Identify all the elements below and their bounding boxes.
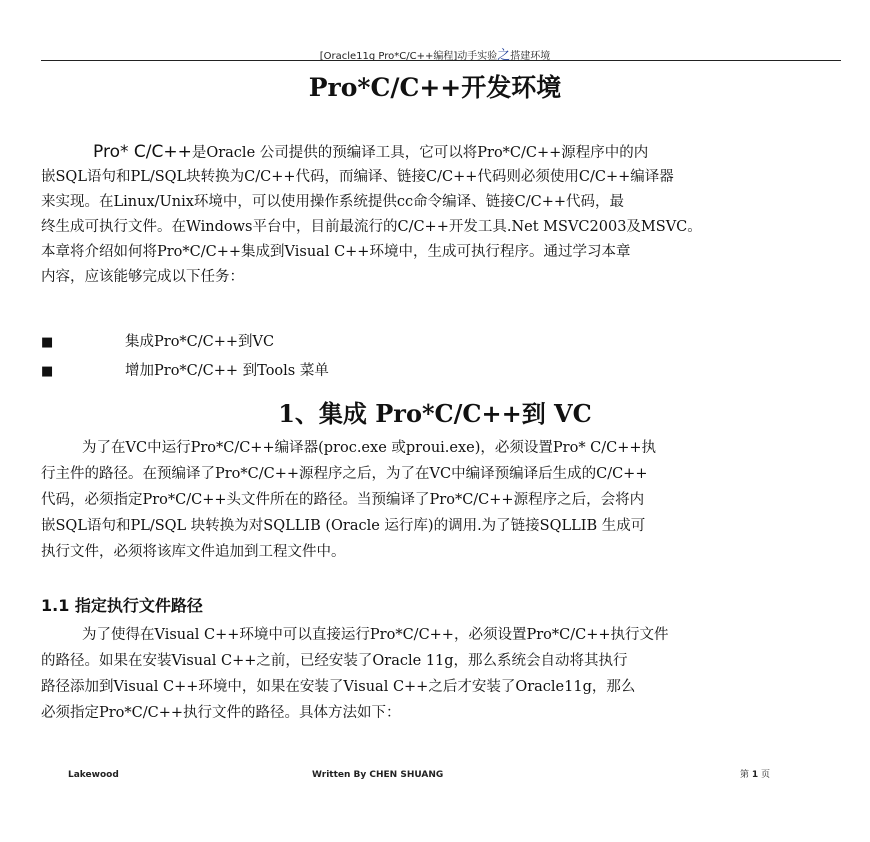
bullet-text: 集成Pro*C/C++到VC [125, 334, 275, 350]
header-text-post: 搭建环境 [510, 51, 551, 62]
intro-line [41, 140, 841, 165]
header-text-pre: [Oracle11g Pro*C/C++编程]动手实验 [319, 51, 498, 62]
bullet-text: 增加Pro*C/C++ 到Tools 菜单 [125, 363, 329, 379]
intro-line-text: 是Oracle 公司提供的预编译工具，它可以将Pro*C/C++源程序中的内 [191, 145, 649, 161]
section1-line-text: 为了在VC中运行Pro*C/C++编译器(proc.exe 或proui.exe)，必须设置Pro* C/C++执 [82, 440, 657, 456]
section1-line: 行主件的路径。在预编译了Pro*C/C++源程序之后，为了在VC中编译预编译后生成的C/C++ [41, 466, 648, 482]
section1-line: 代码，必须指定Pro*C/C++头文件所在的路径。当预编译了Pro*C/C++源程序之后，会将内 [41, 492, 645, 508]
subsection-line-text: 为了使得在Visual C++环境中可以直接运行Pro*C/C++，必须设置Pro*C/C++执行文件 [82, 627, 669, 643]
intro-lead: Pro* C/C++ [93, 142, 192, 162]
intro-line: 终生成可执行文件。在Windows平台中，目前最流行的C/C++开发工具.Net MSVC2003及MSVC。 [41, 219, 702, 235]
subsection-paragraph [41, 622, 841, 726]
intro-line: 内容，应该能够完成以下任务： [41, 269, 244, 285]
subsection-line: 的路径。如果在安装Visual C++之前，已经安装了Oracle 11g，那么系统会自动将其执行 [41, 653, 628, 669]
subsection-line [41, 622, 841, 648]
intro-line: 来实现。在Linux/Unix环境中，可以使用操作系统提供cc命令编译、链接C/C++代码，最 [41, 194, 624, 210]
bullet-item [41, 330, 841, 354]
section1-line [41, 435, 841, 461]
page-label-pre: 第 [740, 770, 750, 780]
subsection-line: 必须指定Pro*C/C++执行文件的路径。具体方法如下： [41, 705, 401, 721]
subsection-heading: 1.1 指定执行文件路径 [41, 596, 203, 615]
section-heading: 1、集成 Pro*C/C++到 VC [278, 399, 592, 428]
intro-line: 嵌SQL语句和PL/SQL块转换为C/C++代码，而编译、链接C/C++代码则必须使用C/C++编译器 [41, 169, 674, 185]
bullet-item [41, 359, 841, 383]
intro-line: 本章将介绍如何将Pro*C/C++集成到Visual C++环境中，生成可执行程序。通过学习本章 [41, 244, 631, 260]
page-label-post: 页 [761, 770, 771, 780]
section1-line: 执行文件，必须将该库文件追加到工程文件中。 [41, 544, 346, 560]
bullet-square-icon: ■ [41, 364, 54, 379]
document-title: Pro*C/C++开发环境 [308, 73, 562, 102]
section1-paragraph [41, 435, 841, 565]
header-rule [41, 60, 841, 61]
footer-left: Lakewood [68, 770, 119, 780]
page-number: 1 [751, 770, 759, 780]
header-text-zhi: 之 [497, 48, 511, 63]
bullet-square-icon: ■ [41, 335, 54, 350]
subsection-line: 路径添加到Visual C++环境中，如果在安装了Visual C++之后才安装了Oracle11g，那么 [41, 679, 636, 695]
intro-paragraph [41, 140, 841, 290]
footer-author: Written By CHEN SHUANG [312, 770, 444, 780]
footer-page-number [740, 768, 770, 782]
section1-line: 嵌SQL语句和PL/SQL 块转换为对SQLLIB (Oracle 运行库)的调用.为了链接SQLLIB 生成可 [41, 518, 646, 534]
